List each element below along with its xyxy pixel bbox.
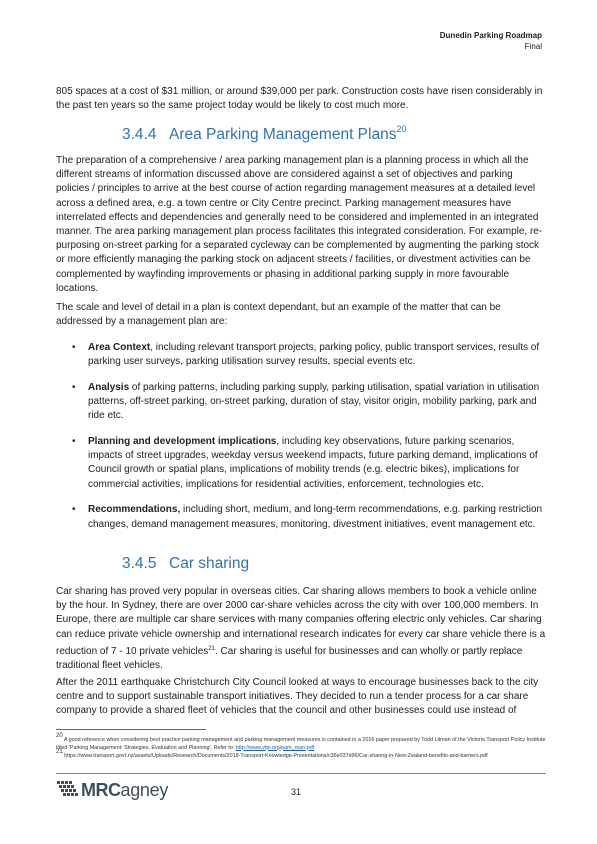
section-heading-car-sharing: [122, 555, 249, 573]
section-number: 3.4.5: [122, 555, 157, 572]
footer-divider: [56, 773, 546, 774]
bullet-icon: •: [72, 436, 76, 448]
intro-paragraph: 805 spaces at a cost of $31 million, or around $39,000 per park. Construction costs have risen considerably in the past ten years so the same project today would be likely to cost much more.: [56, 86, 543, 112]
list-item-term: Recommendations,: [88, 504, 181, 516]
section-title: Area Parking Management Plans: [169, 126, 397, 143]
list-item-term: Analysis: [88, 381, 130, 393]
list-item: [70, 341, 548, 369]
footnote-divider: [56, 729, 206, 730]
footnote-link[interactable]: http://www.vtpi.org/park_man.pdf: [235, 744, 315, 751]
footnote-reference: 20: [396, 124, 407, 134]
footnote-number: 20: [56, 733, 63, 739]
bullet-icon: •: [72, 342, 76, 353]
logo-text-bold: MRC: [81, 779, 121, 800]
footnote-reference: 21: [208, 645, 215, 652]
list-item-text: including short, medium, and long-term recommendations, e.g. parking restriction changes, demand management measures, monitoring, divestment initiatives, event management etc.: [88, 504, 543, 530]
page-header: [440, 30, 542, 52]
section-title: Car sharing: [169, 555, 250, 572]
plans-paragraph: The preparation of a comprehensive / area parking management plan is a planning process in which all the different streams of information discussed above are considered against a set of objectives and parking policies / principles to arrive at the best course of action regarding management measures at a detailed level across a defined area, e.g. a town centre or City Centre precinct. Parking management measures have interrelated effects and dependencies and generally need to be considered and implemented in an integrated manner. The area parking management plan process facilitates this integrated consideration. For example, re-purposing on-street parking for a separated cycleway can be complemented by augmenting the parking stock or more efficiently managing the parking stock on adjacent streets / facilities, or divestment activities can be complemented by wayfinding improvements or phasing in additional parking supply in more favourable locations.: [56, 155, 543, 294]
footnote-number: 21: [56, 749, 63, 755]
footnote-text: A good reference when considering best practice parking management and parking management measures is contained in a 2016 paper prepared by Todd Litman of the Victoria Transport Policy Institute titled 'Parking Management: Strategies, Evaluation and Planning'. Refer to:: [56, 737, 546, 751]
list-item-text: , including relevant transport projects, parking policy, public transport services, results of parking user surveys, parking utilisation survey results, special events etc.: [88, 342, 540, 368]
list-item: [70, 435, 548, 492]
list-item-term: Planning and development implications: [88, 436, 277, 448]
management-plan-list: [70, 341, 548, 543]
page-number: 31: [291, 787, 302, 797]
bullet-icon: •: [72, 381, 76, 393]
car-sharing-text: Car sharing has proved very popular in overseas cities. Car sharing allows members to book a vehicle online by the hour. In Sydney, there are over 2000 car-share vehicles across the city with over 100,000 members. In Europe, there are multiple car share services with many companies offering electric only vehicles. Car sharing can reduce private vehicle ownership and international research indicates for every car share vehicle there is a reduction of 7 - 10 private vehicles: [56, 586, 546, 657]
footnote-21: [56, 749, 551, 761]
christchurch-paragraph: After the 2011 earthquake Christchurch City Council looked at ways to encourage businesses back to the city centre and to support sustainable transport initiatives. They decided to run a tender process for a car share company to provide a shared fleet of vehicles that the council and other businesses could use instead of: [56, 677, 539, 717]
footnote-text: https://www.transport.govt.nz/assets/Uploads/Research/Documents/2018-Transport-Knowledge-Presentations/c36e037d96/Car-sharing-in-New-Zealand-benefits-and-barriers.pdf: [62, 753, 488, 759]
car-sharing-paragraph: [56, 585, 546, 673]
bullet-icon: •: [72, 504, 76, 516]
document-status: Final: [524, 42, 542, 51]
logo-mark-icon: [57, 781, 79, 799]
list-item-text: of parking patterns, including parking supply, parking utilisation, spatial variation in utilisation patterns, off-street parking, on-street parking, duration of stay, visitor origin, mobility parking, park and ride etc.: [88, 381, 540, 422]
logo-text: agney: [120, 779, 169, 800]
company-logo: [57, 779, 168, 801]
car-sharing-text-continued: . Car sharing is useful for businesses and can wholly or partly replace traditional fleet vehicles.: [56, 645, 523, 672]
list-item-text: , including key observations, future parking scenarios, impacts of street upgrades, weekday versus weekend impacts, future parking demand, implications of Council growth or spatial plans, implications of mobility trends (e.g. electric bikes), implications for commercial activities, implications for residential activities, enforcement, technologies etc.: [88, 436, 538, 490]
list-item: [70, 381, 548, 424]
scale-paragraph: The scale and level of detail in a plan is context dependant, but an example of the matter that can be addressed by a management plan are:: [56, 302, 501, 328]
document-title: Dunedin Parking Roadmap: [439, 31, 542, 40]
list-item: [70, 503, 548, 531]
section-heading-parking-plans: [122, 124, 406, 144]
list-item-term: Area Context: [88, 342, 151, 353]
section-number: 3.4.4: [122, 126, 157, 143]
